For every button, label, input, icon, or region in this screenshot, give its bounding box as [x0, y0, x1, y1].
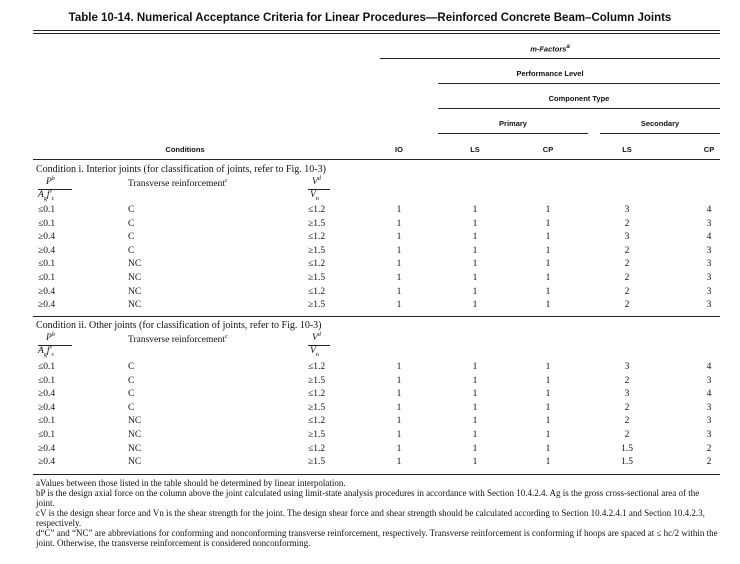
cell-scp: 3 [706, 245, 712, 256]
cell-io: 1 [396, 218, 402, 229]
table-row [0, 389, 740, 402]
cell-cp: 1 [545, 443, 551, 454]
cell-ls: 1 [472, 416, 478, 427]
cell-t: C [128, 205, 135, 215]
cell-cp: 1 [545, 430, 551, 440]
table-row [0, 300, 740, 313]
cell-cp: 1 [545, 457, 551, 468]
cell-v: ≥1.5 [308, 375, 326, 386]
rule-between-conditions [33, 316, 720, 317]
cell-p: ≥0.4 [38, 457, 56, 468]
cell-scp: 3 [706, 273, 712, 283]
cell-sls: 2 [624, 286, 630, 297]
cell-cp: 1 [545, 259, 551, 270]
cell-v: ≤1.2 [308, 232, 326, 243]
cell-ls: 1 [472, 232, 478, 243]
cell-p: ≤0.1 [38, 362, 56, 372]
cell-p: ≤0.1 [38, 375, 56, 386]
cell-sls: 3 [624, 389, 630, 400]
table-title: Table 10-14. Numerical Acceptance Criteria for Linear Procedures—Reinforced Concrete Beam–Column Joints [68, 12, 672, 24]
cell-v: ≥1.5 [308, 218, 326, 229]
cell-scp: 3 [706, 416, 712, 427]
table-row [0, 362, 740, 375]
table-row [0, 287, 740, 300]
cell-t: C [128, 362, 135, 372]
cell-sls: 2 [624, 375, 630, 386]
bottom-rule [33, 474, 720, 475]
cell-sls: 2 [624, 402, 630, 413]
cell-v: ≤1.2 [308, 389, 326, 400]
cell-t: C [128, 375, 135, 386]
cell-v: ≥1.5 [308, 402, 326, 413]
cell-scp: 3 [706, 300, 712, 311]
header-io: IO [395, 145, 403, 154]
header-ls: LS [470, 145, 480, 154]
cell-t: NC [128, 416, 142, 427]
cell-t: NC [128, 300, 142, 311]
cell-ls: 1 [472, 259, 478, 270]
cell-v: ≤1.2 [308, 205, 326, 215]
cell-p: ≥0.4 [38, 443, 56, 454]
cell-t: C [128, 245, 135, 256]
table-row [0, 376, 740, 389]
cell-cp: 1 [545, 273, 551, 283]
header-component-type: Component Type [548, 94, 610, 103]
cell-cp: 1 [545, 389, 551, 400]
header-conditions: Conditions [165, 145, 205, 154]
cell-scp: 2 [706, 457, 712, 468]
cell-io: 1 [396, 245, 402, 256]
footnote-a: aValues between those listed in the table should be determined by linear interpolation. [36, 478, 346, 488]
cell-cp: 1 [545, 245, 551, 256]
header-m-factors: m-Factors$^a$ [530, 44, 570, 54]
cell-scp: 4 [706, 232, 712, 243]
header-primary: Primary [499, 119, 527, 128]
cell-io: 1 [396, 300, 402, 311]
cell-scp: 3 [706, 259, 712, 270]
cell-v: ≤1.2 [308, 286, 326, 297]
top-rule [33, 30, 720, 31]
cell-ls: 1 [472, 375, 478, 386]
cell-cp: 1 [545, 286, 551, 297]
cell-sls: 2 [624, 430, 630, 440]
table-row [0, 246, 740, 259]
footnotes [36, 478, 720, 548]
cell-cp: 1 [545, 218, 551, 229]
cell-io: 1 [396, 205, 402, 215]
cell-scp: 3 [706, 375, 712, 386]
cell-cp: 1 [545, 375, 551, 386]
cell-t: C [128, 218, 135, 229]
table-row [0, 232, 740, 245]
top-rule-second [33, 33, 720, 34]
cell-io: 1 [396, 375, 402, 386]
table-row [0, 416, 740, 429]
cell-cp: 1 [545, 300, 551, 311]
cell-sls: 3 [624, 232, 630, 243]
cell-scp: 3 [706, 286, 712, 297]
cell-v: ≥1.5 [308, 457, 326, 468]
cell-v: ≥1.5 [308, 430, 326, 440]
cell-ls: 1 [472, 300, 478, 311]
cell-scp: 4 [706, 205, 712, 215]
condition-i-v-label: $V^d$ [312, 176, 321, 188]
cell-ls: 1 [472, 402, 478, 413]
cell-ls: 1 [472, 205, 478, 215]
cell-p: ≥0.4 [38, 300, 56, 311]
cell-io: 1 [396, 430, 402, 440]
cell-p: ≥0.4 [38, 389, 56, 400]
cell-t: C [128, 402, 135, 413]
cell-p: ≤0.1 [38, 273, 56, 283]
cell-sls: 3 [624, 362, 630, 372]
rule-under-secondary [600, 133, 720, 134]
footnote-c: cV is the design shear force and Vn is the shear strength for the joint. The design shear force and shear strength should be calculated according to Section 10.4.2.4.1 and Section 10.4.2.3, respectively. [36, 508, 705, 528]
header-performance-level: Performance Level [516, 69, 584, 78]
cell-scp: 3 [706, 402, 712, 413]
cell-scp: 4 [706, 362, 712, 372]
cell-ls: 1 [472, 457, 478, 468]
cell-sls: 2 [624, 259, 630, 270]
cell-scp: 2 [706, 443, 712, 454]
table-row [0, 457, 740, 470]
cell-p: ≥0.4 [38, 402, 56, 413]
cell-io: 1 [396, 457, 402, 468]
cell-sls: 2 [624, 218, 630, 229]
cell-ls: 1 [472, 430, 478, 440]
footnote-b: bP is the design axial force on the column above the joint calculated using limit-state analysis procedures in accordance with Section 10.4.2.4. Ag is the gross cross-sectional area of the joint. [36, 488, 700, 508]
header-secondary-ls: LS [622, 145, 632, 154]
cell-p: ≤0.1 [38, 416, 56, 427]
cell-t: NC [128, 430, 142, 440]
cell-sls: 3 [624, 205, 630, 215]
condition-ii-p-label: $P^b$ [46, 332, 55, 344]
condition-ii-v-denominator: $V_n$ [310, 346, 319, 358]
cell-t: C [128, 232, 135, 243]
cell-sls: 2 [624, 300, 630, 311]
table-row [0, 444, 740, 457]
cell-sls: 2 [624, 245, 630, 256]
cell-io: 1 [396, 286, 402, 297]
condition-i-v-denominator: $V_n$ [310, 190, 319, 202]
cell-p: ≤0.1 [38, 218, 56, 229]
cell-sls: 2 [624, 416, 630, 427]
cell-cp: 1 [545, 416, 551, 427]
cell-ls: 1 [472, 286, 478, 297]
cell-v: ≤1.2 [308, 362, 326, 372]
cell-ls: 1 [472, 218, 478, 229]
rule-under-component-type [438, 108, 720, 109]
cell-ls: 1 [472, 273, 478, 283]
cell-io: 1 [396, 443, 402, 454]
cell-cp: 1 [545, 402, 551, 413]
cell-scp: 3 [706, 218, 712, 229]
cell-p: ≥0.4 [38, 286, 56, 297]
cell-sls: 2 [624, 273, 630, 283]
cell-io: 1 [396, 259, 402, 270]
cell-io: 1 [396, 389, 402, 400]
table-row [0, 259, 740, 272]
cell-v: ≤1.2 [308, 443, 326, 454]
condition-i-p-denominator: $A_gf'_c$ [38, 190, 55, 202]
cell-cp: 1 [545, 362, 551, 372]
cell-ls: 1 [472, 362, 478, 372]
cell-t: NC [128, 259, 142, 270]
condition-ii-v-label: $V^d$ [312, 332, 321, 344]
cell-cp: 1 [545, 232, 551, 243]
cell-io: 1 [396, 273, 402, 283]
header-cp: CP [542, 145, 554, 154]
table-row [0, 205, 740, 218]
cell-io: 1 [396, 416, 402, 427]
cell-io: 1 [396, 362, 402, 372]
cell-sls: 1.5 [621, 443, 633, 454]
condition-ii-label: Condition ii. Other joints (for classification of joints, refer to Fig. 10-3) [36, 320, 322, 331]
footnote-d: d“C” and “NC” are abbreviations for conforming and nonconforming transverse reinforcement, respectively. Transverse reinforcement is conforming if hoops are spaced at ≤ hc/2 within the joint. Otherwise, the transverse reinforcement is considered nonconforming. [36, 528, 718, 548]
condition-ii-transverse-label: Transverse reinforcement$^c$ [128, 334, 228, 346]
cell-v: ≤1.2 [308, 416, 326, 427]
cell-cp: 1 [545, 205, 551, 215]
cell-v: ≥1.5 [308, 273, 326, 283]
cell-t: NC [128, 286, 142, 297]
cell-io: 1 [396, 232, 402, 243]
table-row [0, 219, 740, 232]
cell-sls: 1.5 [621, 457, 633, 468]
rule-under-performance-level [438, 83, 720, 84]
cell-t: NC [128, 457, 142, 468]
cell-p: ≤0.1 [38, 205, 56, 215]
condition-i-label: Condition i. Interior joints (for classification of joints, refer to Fig. 10-3) [36, 164, 326, 175]
condition-i-transverse-label: Transverse reinforcement$^c$ [128, 178, 228, 190]
cell-t: NC [128, 273, 142, 283]
table-row [0, 273, 740, 286]
rule-under-m-factors [380, 58, 720, 59]
cell-t: C [128, 389, 135, 400]
rule-under-primary [438, 133, 588, 134]
rule-under-header [33, 159, 720, 160]
condition-i-p-label: $P^b$ [46, 176, 55, 188]
cell-v: ≥1.5 [308, 300, 326, 311]
cell-p: ≤0.1 [38, 430, 56, 440]
cell-p: ≥0.4 [38, 232, 56, 243]
cell-scp: 4 [706, 389, 712, 400]
table-row [0, 430, 740, 443]
cell-ls: 1 [472, 443, 478, 454]
header-secondary-cp: CP [703, 145, 715, 154]
table-row [0, 403, 740, 416]
condition-ii-p-denominator: $A_gf'_c$ [38, 346, 55, 358]
cell-ls: 1 [472, 245, 478, 256]
cell-p: ≥0.4 [38, 245, 56, 256]
header-secondary: Secondary [640, 119, 680, 128]
cell-io: 1 [396, 402, 402, 413]
cell-scp: 3 [706, 430, 712, 440]
cell-v: ≤1.2 [308, 259, 326, 270]
cell-p: ≤0.1 [38, 259, 56, 270]
cell-v: ≥1.5 [308, 245, 326, 256]
cell-t: NC [128, 443, 142, 454]
cell-ls: 1 [472, 389, 478, 400]
